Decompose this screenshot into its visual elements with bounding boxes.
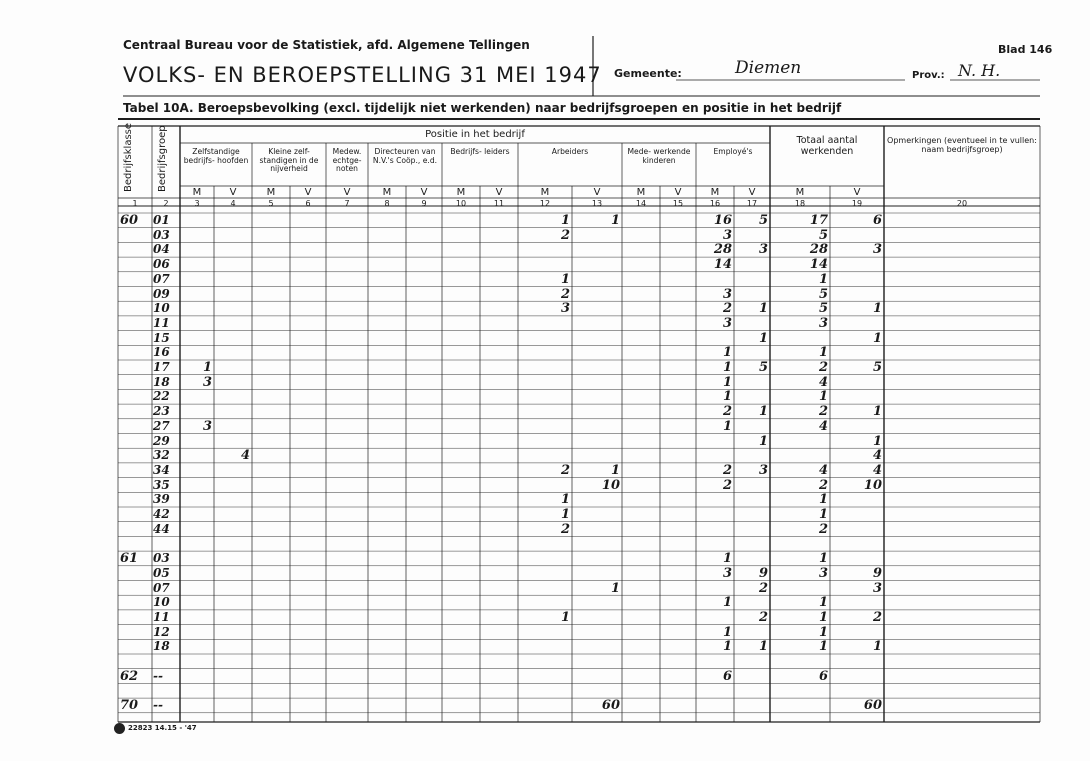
group-header: Kleine zelf- standigen in de nijverheid [259,147,319,174]
value-cell: 4 [818,374,828,390]
value-cell: 14 [809,257,828,273]
value-cell: 3 [872,242,882,258]
value-cell: 1 [758,330,768,346]
value-cell: 1 [722,389,732,405]
bedrijfsgroep-cell: 12 [153,624,170,639]
sex-header: V [304,187,312,198]
bedrijfsklasse-cell: 60 [120,213,139,228]
sex-header: V [674,187,682,198]
sex-header: M [192,187,202,198]
value-cell: 1 [758,639,768,655]
sex-header: M [382,187,392,198]
group-header: Totaal aantal werkenden [796,135,858,157]
value-cell: 9 [872,565,882,581]
bedrijfsgroep-cell: 32 [153,448,170,463]
bedrijfsgroep-cell: 01 [153,213,170,227]
value-cell: 1 [818,389,828,405]
value-cell: 1 [722,345,732,361]
bedrijfsgroep-cell: 16 [153,345,170,360]
gemeente-label: Gemeente: [614,67,682,80]
value-cell: 6 [722,668,732,684]
value-cell: 1 [818,624,828,640]
value-cell: 1 [560,271,570,287]
value-cell: 1 [722,551,732,567]
value-cell: 2 [818,521,828,537]
value-cell: 1 [610,213,620,228]
value-cell: 1 [560,609,570,625]
sex-header: V [748,187,756,198]
value-cell: 2 [722,404,732,420]
value-cell: 5 [758,360,768,375]
bedrijfsgroep-cell: 18 [153,374,170,389]
positie-header: Positie in het bedrijf [425,129,525,140]
value-cell: 3 [560,301,570,317]
table-title: Tabel 10A. Beroepsbevolking (excl. tijdelijk niet werkenden) naar bedrijfsgroepen en positie in het bedrijf [123,101,842,115]
column-number: 3 [194,199,200,208]
bedrijfsgroep-cell: 35 [153,477,170,492]
value-cell: 3 [872,580,882,596]
value-cell: 1 [722,624,732,640]
value-cell: 3 [722,315,732,331]
group-header: Bedrijfs- leiders [450,147,510,156]
column-number: 9 [421,199,427,208]
bedrijfsgroep-cell: 18 [153,639,170,654]
value-cell: 3 [722,227,732,243]
column-number: 15 [672,199,684,208]
value-cell: 3 [722,565,732,581]
printer-mark-icon [114,723,125,734]
sex-header: M [456,187,466,198]
sex-header: V [853,187,861,198]
form-title: VOLKS- EN BEROEPSTELLING 31 MEI 1947 [123,63,602,87]
value-cell: 1 [818,639,828,655]
value-cell: 6 [872,213,882,228]
bedrijfsklasse-cell: 62 [120,668,139,684]
value-cell: 3 [818,565,828,581]
value-cell: 3 [202,374,212,390]
value-cell: 1 [202,360,212,375]
value-cell: 1 [722,418,732,434]
bedrijfsgroep-cell: 07 [153,580,170,595]
column-number: 19 [851,199,863,208]
bedrijfsgroep-cell: 07 [153,271,170,286]
bedrijfsgroep-cell: 15 [153,330,170,345]
column-number: 16 [709,199,721,208]
value-cell: 1 [872,330,882,346]
group-header: Medew. echtge- noten [332,147,362,174]
value-cell: 1 [818,595,828,611]
value-cell: 1 [610,462,620,478]
value-cell: 1 [872,433,882,449]
sex-header: V [420,187,428,198]
value-cell: 1 [818,609,828,625]
value-cell: 5 [872,360,882,375]
group-header: Opmerkingen (eventueel in te vullen: naam bedrijfsgroep) [887,136,1037,155]
column-number: 10 [455,199,467,208]
value-cell: 5 [818,286,828,302]
bedrijfsgroep-cell: 39 [153,492,170,507]
bedrijfsgroep-cell: 10 [153,595,170,610]
value-cell: 28 [809,242,828,258]
bedrijfsgroep-cell: 04 [153,242,170,257]
bedrijfsgroep-cell: 22 [153,389,170,404]
value-cell: 5 [818,301,828,317]
column-number: 8 [384,199,390,208]
value-cell: 4 [240,448,250,464]
group-header: Zelfstandige bedrijfs- hoofden [183,147,249,165]
print-code: 22823 14.15 - '47 [128,724,197,732]
value-cell: 2 [560,286,570,302]
sex-header: M [266,187,276,198]
sex-header: V [343,187,351,198]
column-number: 18 [794,199,806,208]
column-number: 14 [635,199,647,208]
value-cell: 2 [758,580,768,596]
value-cell: 1 [872,639,882,655]
value-cell: 4 [872,448,882,464]
value-cell: 1 [722,360,732,375]
bedrijfsgroep-header: Bedrijfsgroep [157,125,168,192]
value-cell: 1 [560,507,570,522]
value-cell: 3 [722,286,732,302]
column-number: 5 [268,199,274,208]
prov-label: Prov.: [912,70,945,81]
column-number: 13 [591,199,603,208]
value-cell: 4 [818,462,828,478]
column-number: 4 [230,199,236,208]
value-cell: 1 [818,492,828,508]
value-cell: 1 [818,345,828,361]
bedrijfsgroep-cell: 11 [153,315,170,330]
value-cell: 14 [713,257,732,273]
value-cell: 5 [758,213,768,228]
value-cell: 60 [601,698,620,714]
bedrijfsgroep-cell: 11 [153,609,170,624]
agency-line: Centraal Bureau voor de Statistiek, afd. Algemene Tellingen [123,38,530,52]
bedrijfsgroep-cell: 42 [153,507,170,521]
value-cell: 2 [560,462,570,478]
bedrijfsklasse-header: Bedrijfsklasse [123,122,134,192]
value-cell: 2 [560,227,570,243]
value-cell: 2 [818,404,828,420]
value-cell: 1 [722,639,732,655]
bedrijfsgroep-cell: 03 [153,227,170,242]
value-cell: 3 [758,462,768,478]
bedrijfsgroep-cell: 27 [153,418,170,433]
column-number: 20 [956,199,968,208]
column-number: 11 [493,199,505,208]
value-cell: 5 [818,227,828,243]
column-number: 2 [163,199,169,208]
page-number: Blad 146 [998,43,1053,56]
bedrijfsgroep-cell: 23 [153,404,170,419]
value-cell: 1 [758,433,768,449]
gemeente-value: Diemen [735,58,802,78]
value-cell: 10 [863,477,882,493]
value-cell: 1 [560,213,570,228]
value-cell: 16 [713,213,732,228]
value-cell: 2 [818,477,828,493]
value-cell: 10 [601,477,620,493]
column-number: 1 [132,199,138,208]
bedrijfsgroep-cell: 03 [153,551,170,566]
value-cell: 2 [758,609,768,625]
bedrijfsgroep-cell: -- [153,668,163,683]
bedrijfsklasse-cell: 61 [120,551,139,567]
value-cell: 2 [722,301,732,317]
bedrijfsgroep-cell: 17 [153,360,170,374]
value-cell: 2 [560,521,570,537]
value-cell: 2 [722,462,732,478]
bedrijfsklasse-cell: 70 [120,698,139,714]
value-cell: 9 [758,565,768,581]
value-cell: 1 [758,301,768,317]
sex-header: V [495,187,503,198]
sex-header: M [540,187,550,198]
column-number: 6 [305,199,311,208]
value-cell: 1 [722,374,732,390]
value-cell: 1 [818,271,828,287]
group-header: Employé's [713,147,753,156]
bedrijfsgroep-cell: 29 [153,433,170,448]
bedrijfsgroep-cell: 06 [153,257,170,272]
value-cell: 1 [758,404,768,420]
value-cell: 1 [722,595,732,611]
value-cell: 4 [872,462,882,478]
bedrijfsgroep-cell: 05 [153,565,170,580]
bedrijfsgroep-cell: 34 [153,462,170,477]
value-cell: 2 [818,360,828,375]
bedrijfsgroep-cell: 09 [153,286,170,301]
value-cell: 4 [818,418,828,434]
value-cell: 3 [818,315,828,331]
column-number: 17 [746,199,758,208]
sex-header: M [636,187,646,198]
group-header: Arbeiders [551,147,589,156]
group-header: Directeuren van N.V.'s Coöp., e.d. [372,147,438,165]
value-cell: 2 [872,609,882,625]
value-cell: 3 [202,418,212,434]
column-number: 12 [539,199,551,208]
prov-value: N. H. [958,61,1001,80]
value-cell: 1 [872,301,882,317]
value-cell: 1 [610,580,620,596]
value-cell: 2 [722,477,732,493]
value-cell: 6 [818,668,828,684]
bedrijfsgroep-cell: 44 [153,521,170,536]
bedrijfsgroep-cell: 10 [153,301,170,316]
value-cell: 3 [758,242,768,258]
sex-header: M [710,187,720,198]
value-cell: 1 [818,551,828,567]
sex-header: M [795,187,805,198]
column-number: 7 [344,199,350,208]
value-cell: 1 [872,404,882,420]
value-cell: 17 [809,213,828,228]
value-cell: 60 [863,698,882,714]
value-cell: 1 [560,492,570,508]
sex-header: V [593,187,601,198]
bedrijfsgroep-cell: -- [153,698,163,713]
value-cell: 1 [818,507,828,522]
group-header: Mede- werkende kinderen [627,147,691,165]
sex-header: V [229,187,237,198]
value-cell: 28 [713,242,732,258]
